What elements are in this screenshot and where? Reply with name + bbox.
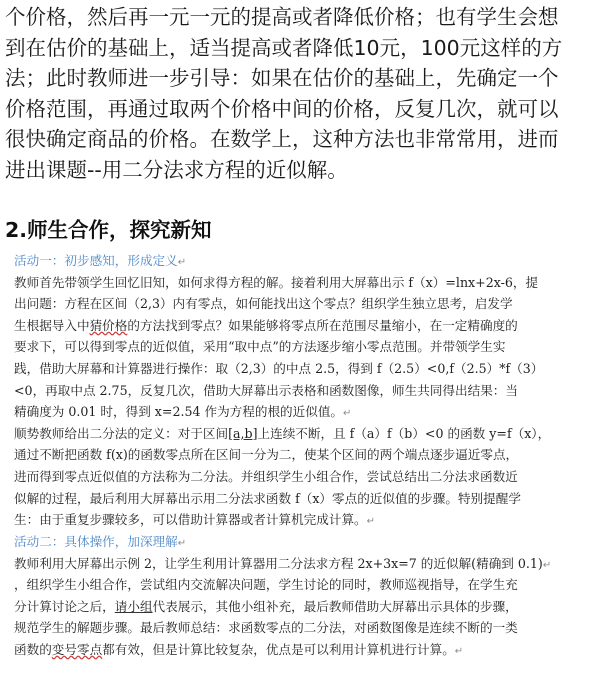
lead-line: 到在估价的基础上，适当提高或者降低10元，100元这样的方 <box>5 35 563 60</box>
line-text: 生：由于重复步骤较多，可以借助计算器或者计算机完成计算。 <box>14 512 367 528</box>
paragraph-mark-icon: ↵ <box>177 257 187 268</box>
activity-two-line <box>14 639 606 661</box>
activity-two-title-text: 活动二：具体操作，加深理解 <box>14 534 178 549</box>
line-text: 规范学生的解题步骤。最后教师总结：求函数零点的二分法，对函数图像是连续不断的一类 <box>14 620 518 636</box>
paragraph-mark-icon: ↵ <box>542 559 552 571</box>
activity-one-line <box>14 293 606 315</box>
activity-two-block <box>14 531 606 661</box>
activity-one-line <box>14 380 606 402</box>
activity-one-block <box>14 250 606 531</box>
activity-two-title <box>14 531 606 553</box>
lead-line: 法；此时教师进一步引导：如果在估价的基础上，先确定一个 <box>5 66 559 91</box>
line-text: 教师利用大屏幕出示例 2，让学生利用计算器用二分法求方程 2x+3x=7 的近似解(精确到 0.1) <box>14 555 543 571</box>
line-text: 的方法找到零点？如果能够将零点所在范围尽量缩小，在一定精确度的 <box>127 317 518 333</box>
line-text: 教师首先带领学生回忆旧知，如何求得方程的解。接着利用大屏幕出示 f（x）=lnx+2x-6，提 <box>14 274 539 290</box>
underlined-text: 请小组 <box>114 598 153 614</box>
line-text: <0，再取中点 2.75，反复几次，借助大屏幕出示表格和函数图像，师生共同得出结果：当 <box>14 382 518 398</box>
line-text: 通过不断把函数 f(x)的函数零点所在区间一分为二，使某个区间的两个端点逐步逼近零点， <box>14 447 519 463</box>
spellcheck-underlined-text: 猜价格 <box>89 317 128 333</box>
paragraph-mark-icon: ↵ <box>343 408 352 420</box>
paragraph-mark-icon: ↵ <box>177 538 187 549</box>
spellcheck-underlined-text: 变号零点 <box>51 641 103 657</box>
line-text: 似解的过程，最后利用大屏幕出示用二分法求函数 f（x）零点的近似值的步骤。特别提醒学 <box>14 490 521 506</box>
line-text: 函数的 <box>14 641 52 657</box>
activity-two-line <box>14 617 606 639</box>
paragraph-mark-icon: ↵ <box>366 516 376 528</box>
lead-line: 价格范围，再通过取两个价格中间的价格，反复几次，就可以 <box>5 96 559 121</box>
lead-line: 个价格，然后再一元一元的提高或者降低价格；也有学生会想 <box>5 5 559 29</box>
line-text: 顺势教师给出二分法的定义：对于区间 <box>14 425 229 441</box>
line-text: 进而得到零点近似值的方法称为二分法。并组织学生小组合作，尝试总结出二分法求函数近 <box>14 468 518 484</box>
activity-two-line <box>14 596 606 618</box>
line-text: 生根据导入中 <box>14 317 90 333</box>
activity-one-line <box>14 358 606 380</box>
activity-one-line <box>14 509 606 531</box>
line-text: ，组织学生小组合作，尝试组内交流解决问题，学生讨论的同时，教师巡视指导，在学生充 <box>14 577 518 593</box>
line-text: 分计算讨论之后， <box>14 598 115 614</box>
activity-two-line <box>14 574 606 596</box>
activity-one-line <box>14 488 606 510</box>
line-text: 上连续不断，且 f（a）f（b）<0 的函数 y=f（x）， <box>257 425 551 441</box>
activity-one-title-text: 活动一：初步感知，形成定义 <box>14 253 178 268</box>
paragraph-mark-icon: ↵ <box>454 645 464 657</box>
line-text: 精确度为 0.01 时，得到 x=2.54 作为方程的根的近似值。 <box>14 404 344 420</box>
line-text: 践，借助大屏幕和计算器进行操作：取（2,3）的中点 2.5，得到 f（2.5）<0,f（2.5）*f（3） <box>14 360 544 376</box>
activity-one-line <box>14 336 606 358</box>
line-text: 出问题：方程在区间（2,3）内有零点，如何能找出这个零点？组织学生独立思考，启发学 <box>14 296 513 312</box>
activity-one-line <box>14 423 606 445</box>
activity-one-title <box>14 250 606 272</box>
underlined-text: [a,b] <box>228 425 258 441</box>
activity-two-line <box>14 553 606 575</box>
lead-line: 很快确定商品的价格。在数学上，这种方法也非常常用，进而 <box>5 127 559 152</box>
activity-one-line <box>14 466 606 488</box>
line-text: 都有效，但是计算比较复杂，优点是可以利用计算机进行计算。 <box>102 641 455 657</box>
lead-paragraph <box>5 2 605 186</box>
lead-line: 进出课题--用二分法求方程的近似解。 <box>5 157 348 182</box>
activity-one-line <box>14 272 606 294</box>
line-text: 要求下，可以得到零点的近似值，采用“取中点”的方法逐步缩小零点范围。并带领学生实 <box>14 339 506 355</box>
activity-one-line <box>14 315 606 337</box>
activity-one-line <box>14 401 606 423</box>
line-text: 代表展示，其他小组补充，最后教师借助大屏幕出示具体的步骤， <box>152 598 518 614</box>
activity-one-line <box>14 444 606 466</box>
section-heading: 2.师生合作，探究新知 <box>5 218 212 242</box>
